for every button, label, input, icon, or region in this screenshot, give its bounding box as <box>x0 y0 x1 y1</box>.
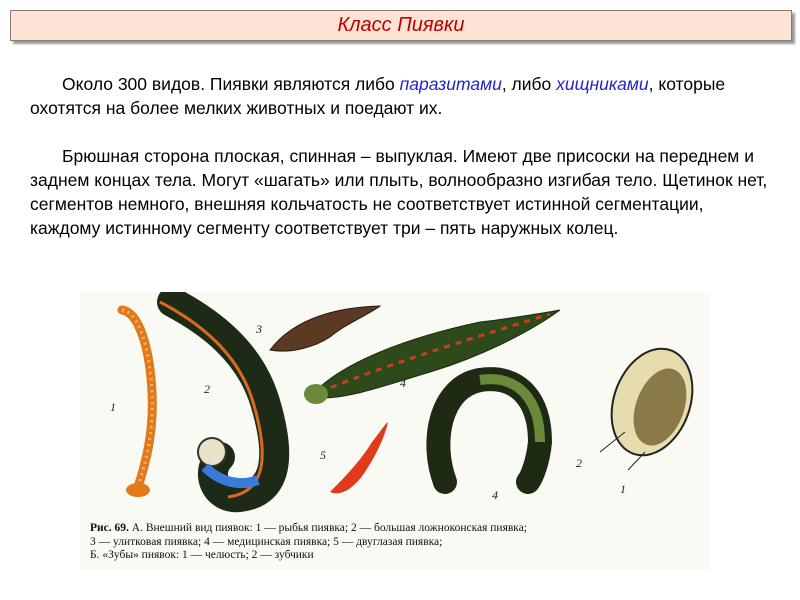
p1-after: , которые охотятся на более мелких животных и поедают их. <box>30 74 726 118</box>
label-snail-leech: 3 <box>256 322 262 336</box>
leeches-illustration <box>80 292 710 522</box>
leeches-figure <box>80 292 710 570</box>
caption-line-1: А. Внешний вид пиявок: 1 — рыбья пиявка; 2 — большая ложноконская пиявка; <box>128 522 528 534</box>
p1-before: Около 300 видов. Пиявки являются либо <box>62 74 400 94</box>
label-two-eyed-leech: 5 <box>320 448 326 462</box>
caption-lead: Рис. 69. <box>90 522 129 534</box>
two-eyed-leech <box>330 422 388 493</box>
caption-line-2: 3 — улитковая пиявка; 4 — медицинская пиявка; 5 — двуглазая пиявка; <box>90 535 443 548</box>
paragraph-2: Брюшная сторона плоская, спинная – выпуклая. Имеют две присоски на переднем и заднем концах тела. Могут «шагать» или плыть, волнообразно изгибая тело. Щетинок нет, сегментов немного, внешняя кольчатость не соответствует истинной сегментации, каждому истинному сегменту соответствует три – пять наружных колец. <box>30 146 768 238</box>
term-predators: хищниками <box>556 74 649 94</box>
label-zubets: 2 <box>576 456 582 470</box>
label-horse-leech: 2 <box>204 382 210 396</box>
caption-line-3: Б. «Зубы» пиявок: 1 — челюсть; 2 — зубчики <box>90 549 314 561</box>
label-medicinal-leech-2: 4 <box>492 488 498 502</box>
snail-leech <box>270 306 380 351</box>
fish-leech <box>122 310 152 487</box>
p1-middle: , либо <box>501 74 557 94</box>
label-medicinal-leech: 4 <box>400 376 406 390</box>
figure-caption <box>90 522 700 563</box>
label-fish-leech: 1 <box>110 400 116 414</box>
label-jaw: 1 <box>620 482 626 496</box>
paragraph-1 <box>30 72 770 120</box>
slide-body <box>30 72 770 264</box>
term-parasites: паразитами <box>399 74 502 94</box>
slide-title: Класс Пиявки <box>337 14 465 36</box>
slide-title-box <box>10 10 792 41</box>
